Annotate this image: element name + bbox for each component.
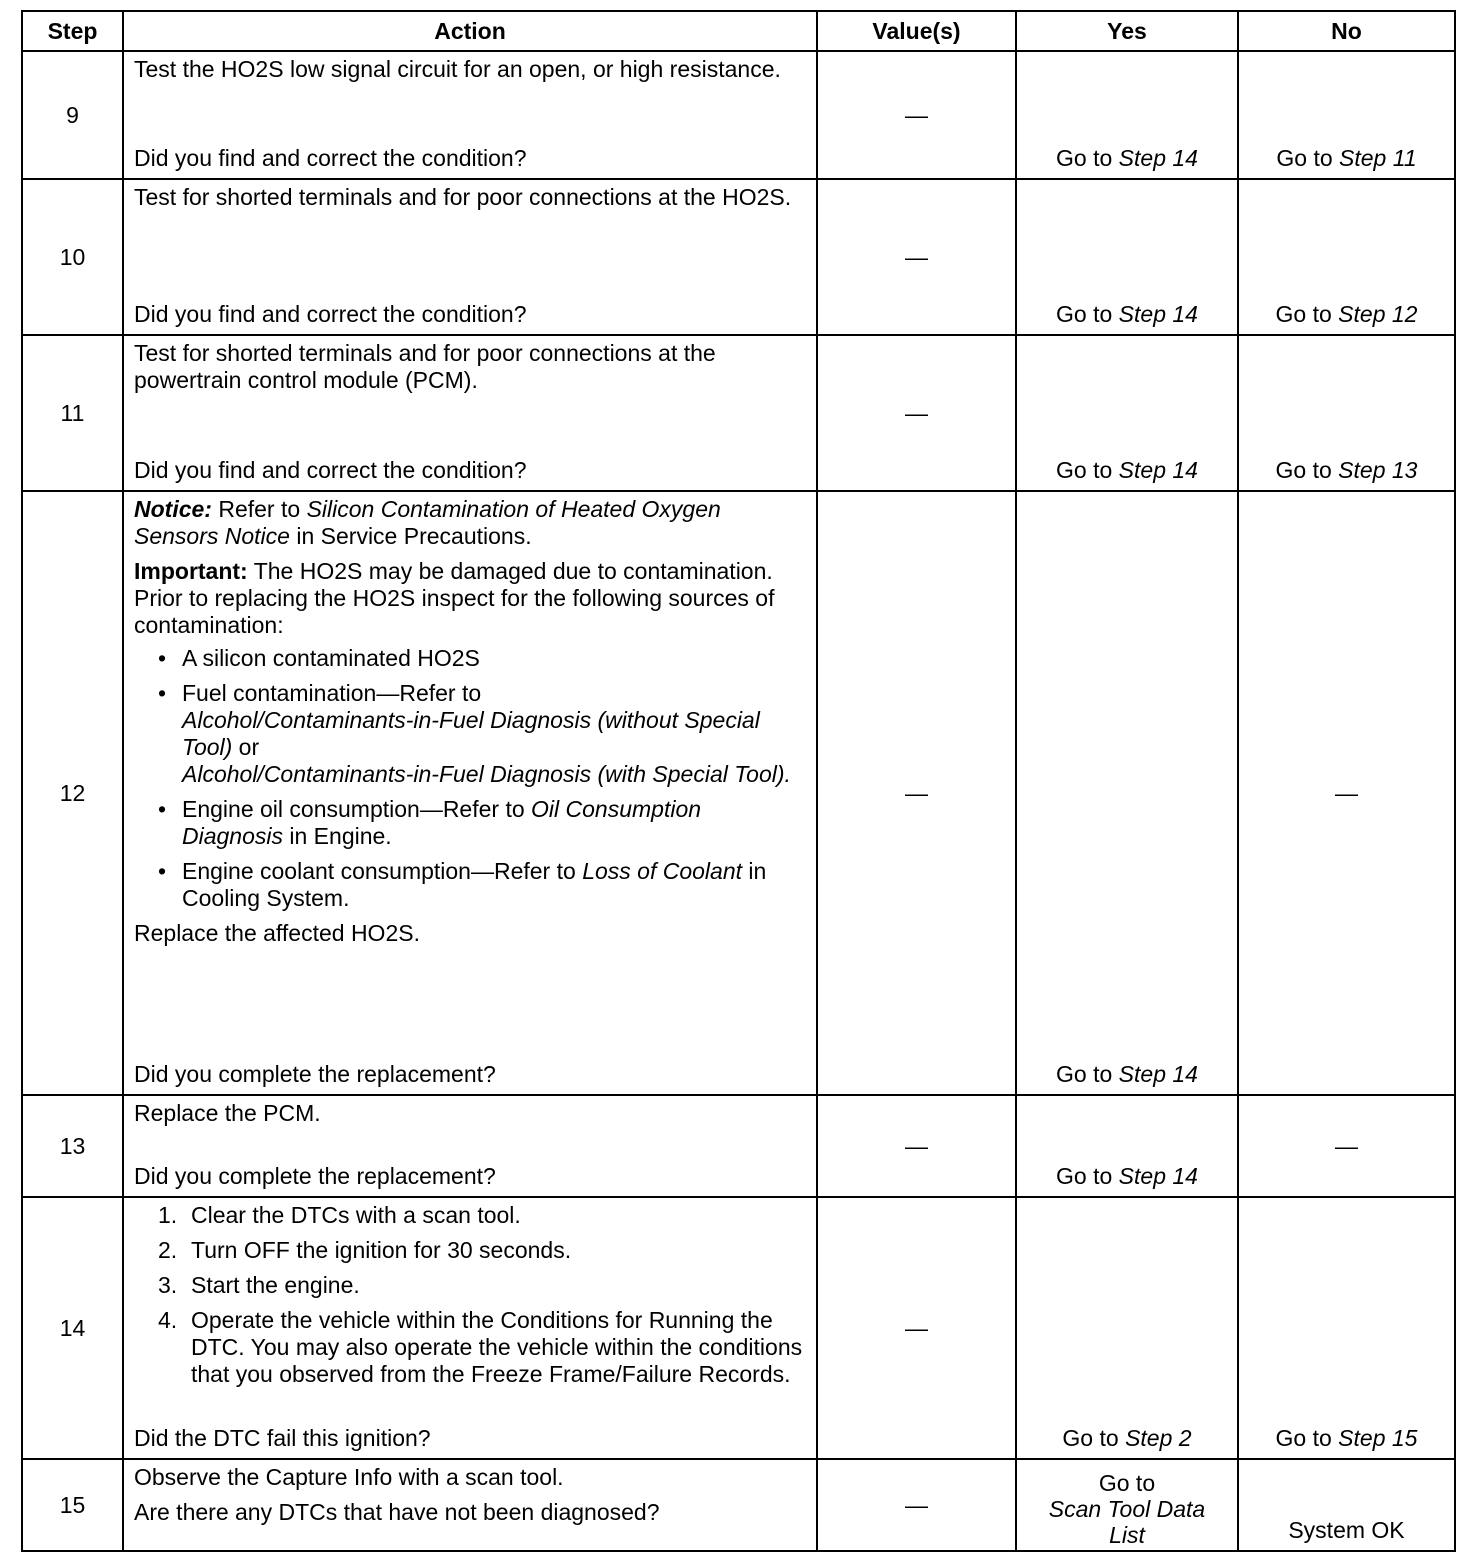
goto-label: Go to [1056,1163,1113,1189]
table-row [22,179,1455,335]
action-question: Did you complete the replacement? [134,1163,496,1189]
no-cell [1238,51,1455,179]
action-text: Test for shorted terminals and for poor connections at the HO2S. [134,184,792,210]
list-item-text: Clear the DTCs with a scan tool. [191,1202,521,1228]
no-cell: — [1238,1095,1455,1197]
step-number: 13 [22,1095,123,1197]
notice-reference[interactable]: Silicon Contamination of Heated Oxygen Sensors Notice [134,496,721,549]
step-number: 12 [22,491,123,1095]
no-step-link[interactable]: Step 15 [1338,1425,1418,1451]
list-item [182,645,806,672]
yes-cell [1016,51,1238,179]
oil-consumption-link[interactable]: Oil Consumption Diagnosis [182,796,702,849]
step-number: 9 [22,51,123,179]
yes-step-link[interactable]: Step 14 [1118,1061,1198,1087]
list-item-text: or [232,734,260,760]
yes-cell [1016,1459,1238,1551]
goto-label: Go to [1056,457,1113,483]
no-cell: System OK [1238,1459,1455,1551]
no-step-link[interactable]: Step 13 [1338,457,1418,483]
list-item [158,1272,806,1299]
no-step-link[interactable]: Step 12 [1338,301,1418,327]
yes-step-link[interactable]: Step 2 [1125,1425,1192,1451]
goto-label: Go to [1276,145,1333,171]
header-yes: Yes [1016,11,1238,51]
step-number: 11 [22,335,123,491]
value-cell: — [817,1095,1016,1197]
list-item-text: Engine oil consumption—Refer to [182,796,532,822]
action-question: Are there any DTCs that have not been diagnosed? [134,1499,660,1525]
goto-label: Go to [1056,145,1113,171]
list-number: 1. [158,1202,178,1228]
value-cell: — [817,179,1016,335]
list-item-text: in Engine. [283,823,392,849]
action-cell [123,1095,817,1197]
action-question: Did you find and correct the condition? [134,301,527,327]
yes-step-link[interactable]: Step 14 [1118,145,1198,171]
scan-tool-data-list-link[interactable]: Scan Tool Data List [1048,1496,1206,1548]
no-cell: — [1238,491,1455,1095]
action-cell [123,491,817,1095]
goto-label: Go to [1062,1425,1119,1451]
table-row [22,335,1455,491]
fuel-diagnosis-link[interactable]: Alcohol/Contaminants-in-Fuel Diagnosis (without Special Tool) [182,707,760,760]
list-number: 3. [158,1272,178,1298]
no-step-link[interactable]: Step 11 [1339,145,1417,171]
no-cell [1238,179,1455,335]
list-item-text: A silicon contaminated HO2S [182,645,480,671]
list-item-text: Engine coolant consumption—Refer to [182,858,583,884]
no-cell [1238,335,1455,491]
table-row [22,1459,1455,1551]
diagnostic-table [21,10,1456,1552]
procedure-list [134,1202,806,1396]
notice-text: in Service Precautions. [289,523,532,549]
goto-label: Go to [1275,1425,1332,1451]
yes-step-link[interactable]: Step 14 [1118,457,1198,483]
list-item-text: Start the engine. [191,1272,360,1298]
value-cell: — [817,335,1016,491]
list-number: 2. [158,1237,178,1263]
value-cell: — [817,1197,1016,1459]
action-text: Test the HO2S low signal circuit for an open, or high resistance. [134,56,781,82]
replace-instruction: Replace the affected HO2S. [134,920,420,946]
action-question: Did you find and correct the condition? [134,145,527,171]
action-cell [123,1197,817,1459]
value-cell: — [817,1459,1016,1551]
action-question: Did the DTC fail this ignition? [134,1425,431,1451]
list-item [182,858,806,912]
loss-of-coolant-link[interactable]: Loss of Coolant [582,858,743,884]
no-cell [1238,1197,1455,1459]
step-number: 14 [22,1197,123,1459]
list-number: 4. [158,1307,178,1333]
yes-step-link[interactable]: Step 14 [1118,1163,1198,1189]
list-item-text: Fuel contamination—Refer to [182,680,482,706]
action-text: Test for shorted terminals and for poor connections at the powertrain control module (PCM). [134,340,716,393]
action-question: Did you complete the replacement? [134,1061,496,1087]
list-item [182,680,806,788]
goto-label: Go to [1275,301,1332,327]
goto-label: Go to [1275,457,1332,483]
step-number: 10 [22,179,123,335]
list-item [158,1237,806,1264]
table-row [22,491,1455,1095]
header-no: No [1238,11,1455,51]
fuel-diagnosis-special-link[interactable]: Alcohol/Contaminants-in-Fuel Diagnosis (with Special Tool). [182,761,791,787]
action-cell [123,335,817,491]
table-row [22,51,1455,179]
list-item [158,1202,806,1229]
action-cell [123,179,817,335]
notice-paragraph [134,496,806,550]
header-action: Action [123,11,817,51]
list-item-text: Turn OFF the ignition for 30 seconds. [191,1237,572,1263]
value-cell: — [817,491,1016,1095]
list-item-text: Operate the vehicle within the Conditions for Running the DTC. You may also operate the vehicle within the conditions that you observed from the Freeze Frame/Failure Records. [191,1307,803,1387]
action-text: Replace the PCM. [134,1100,321,1126]
table-row [22,1095,1455,1197]
notice-label: Notice: [134,496,212,522]
table-row [22,1197,1455,1459]
goto-label: Go to [1098,1470,1156,1496]
goto-label: Go to [1056,1061,1113,1087]
list-item [158,1307,806,1388]
yes-cell [1016,335,1238,491]
goto-label: Go to [1056,301,1113,327]
list-item [182,796,806,850]
yes-step-link[interactable]: Step 14 [1118,301,1198,327]
yes-cell [1016,491,1238,1095]
action-text: Observe the Capture Info with a scan tool. [134,1464,564,1490]
header-row [22,11,1455,51]
header-step: Step [22,11,123,51]
important-label: Important: [134,558,248,584]
header-values: Value(s) [817,11,1016,51]
yes-cell [1016,1095,1238,1197]
action-cell [123,1459,817,1551]
step-number: 15 [22,1459,123,1551]
important-paragraph [134,558,806,639]
yes-cell [1016,179,1238,335]
action-question: Did you find and correct the condition? [134,457,527,483]
yes-cell [1016,1197,1238,1459]
contamination-list [134,645,806,912]
list-item-text: in Cooling System. [182,858,767,911]
action-cell [123,51,817,179]
value-cell: — [817,51,1016,179]
important-text: The HO2S may be damaged due to contamination. Prior to replacing the HO2S inspect for the following sources of contamination: [134,558,775,638]
notice-text: Refer to [211,496,307,522]
